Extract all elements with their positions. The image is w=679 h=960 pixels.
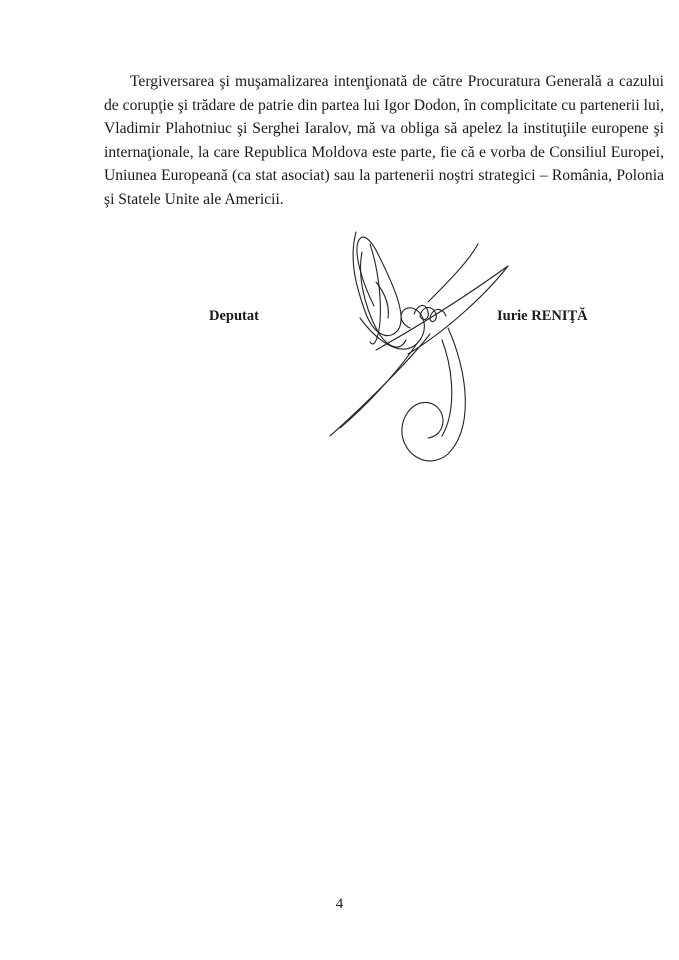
signatory-name: Iurie RENIŢĂ <box>497 308 588 324</box>
body-paragraph: Tergiversarea şi muşamalizarea intenţionată de către Procuratura Generală a cazului de corupţie şi trădare de patrie din partea lui Igor Dodon, în complicitate cu partenerii lui, Vladimir Plahotniuc şi Serghei Iaralov, mă va obliga să apelez la instituţiile europene şi internaţionale, la care Republica Moldova este parte, fie că e vorba de Consiliul Europei, Uniunea Europeană (ca stat asociat) sau la partenerii noştri strategici – România, Polonia şi Statele Unite ale Americii. <box>104 73 664 208</box>
signatory-role: Deputat <box>209 308 259 324</box>
handwritten-signature <box>318 222 528 472</box>
page-number: 4 <box>335 896 344 912</box>
